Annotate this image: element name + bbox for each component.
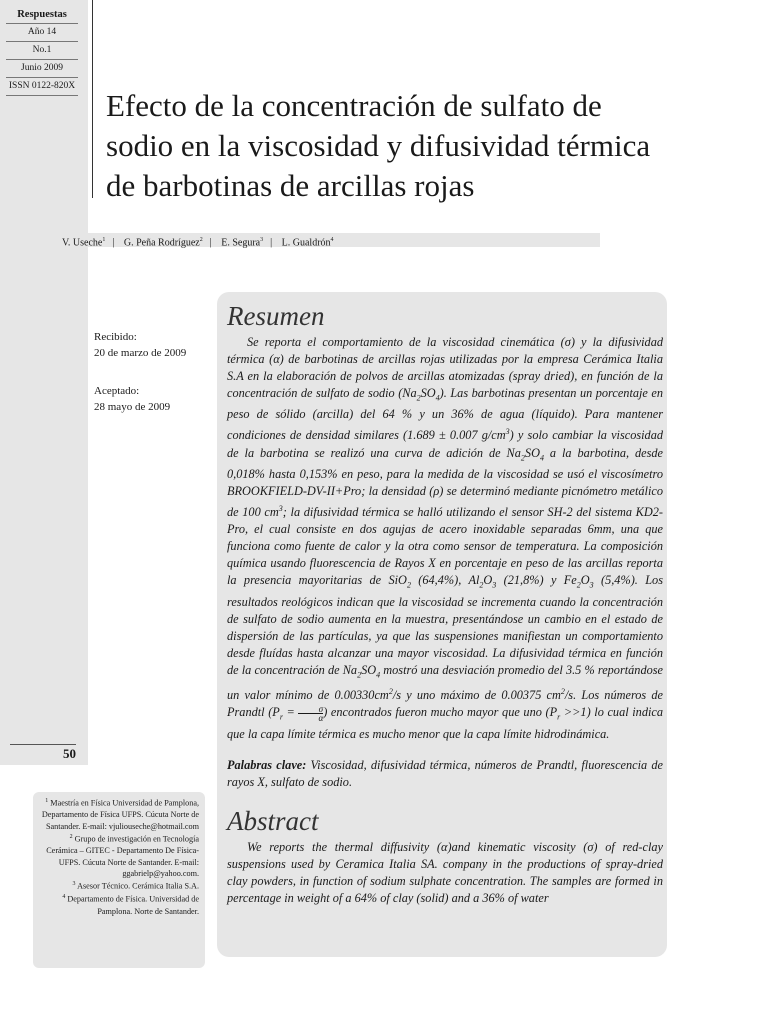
footnote-text: Asesor Técnico. Cerámica Italia S.A. [77, 882, 199, 892]
author-line [60, 233, 600, 247]
journal-name: Respuestas [6, 6, 78, 24]
accepted-date: 28 mayo de 2009 [94, 401, 171, 413]
journal-number: No.1 [6, 42, 78, 60]
author-footnote-mark: 1 [102, 237, 106, 243]
footnote [37, 832, 199, 879]
title-divider [92, 0, 93, 198]
author-name: G. Peña Rodríguez [123, 237, 200, 249]
footnote-mark: 4 [62, 894, 66, 901]
received-date: 20 de marzo de 2009 [94, 347, 187, 359]
footnote-text: Departamento de Física. Universidad de Pamplona. Norte de Santander. [67, 895, 199, 916]
received-label: Recibido: [94, 331, 137, 343]
page-number: 50 [63, 746, 76, 761]
abstract-heading: Abstract [227, 805, 319, 836]
abstract-text: We reports the thermal diffusivity (α)and kinematic viscosity (σ) of red-clay suspensions used by Ceramica Italia SA. company in the productions of spray-dried clay powders, in function of sodium sulphate concentration. The samples are formed in percentage in weight of a 64% of clay (solid) and a 36% of water [227, 839, 663, 905]
keywords [227, 757, 663, 791]
author-footnote-mark: 4 [330, 237, 334, 243]
journal-date: Junio 2009 [6, 60, 78, 78]
page-number-rule [10, 744, 76, 745]
resumen-text: Se reporta el comportamiento de la viscosidad cinemática (σ) y la difusividad térmica (α) de barbotinas de arcillas rojas utilizadas por la empresa Cerámica Italia S.A en la elaboración de polvos de arcillas atomizadas (spray dried), en función de la concentración de sulfato de sodio $(Na_2SO_4)$. Las barbotinas presentan un porcentaje en peso de sólido (arcilla) del 64 % y un 36% de agua (líquido). Para mantener condiciones de densidad similares (1.689 ± 0.007 $g/cm^3$) y solo cambiar la viscosidad de la barbotina se realizó una curva de adición de $Na_2SO_4$ a la barbotina, desde 0,018% hasta 0,153% en peso, para la medida de la viscosidad se usó el viscosímetro BROOKFIELD-DV-II+Pro; la densidad (ρ) se determinó mediante picnómetro metálico de 100 $cm^3$; la difusividad térmica se halló utilizando el sensor SH-2 del sistema KD2-Pro, el cual consiste en dos agujas de acero inoxidable separadas 6mm, una que funciona como fuente de calor y la otra como sensor de temperatura. La composición química usando fluorescencia de Rayos X en porcentaje en peso de las arcillas reporta la presencia mayoritarias de SiO$_2$ (64,4%), $Al_2O_3$ (21,8%) y $Fe_2O_3$ (5,4%). Los resultados reológicos indican que la viscosidad se incrementa cuando la concentración de sulfato de sodio aumenta en la muestra, presentándose un cambio en el estado de dispersión de las partículas, ya que las suspensiones manifiestan un comportamiento desde fluídas hasta alcanzar una mayor viscosidad. La difusividad térmica en función de la concentración de $Na_2SO_4$ mostró una desviación promedio del 3.5 % reportándose un valor mínimo de $0.00330cm^2/s$ y uno máximo de 0.00375 $cm^2/s$. Los números de Prandtl ($P_r$ = $\frac{\sigma}{\alpha}$ ) encontrados fueron mucho mayor que uno $(P_r >>1)$ lo cual indica que la capa límite térmica es mucho menor que la capa límite hidrodinámica. [227, 335, 664, 741]
journal-masthead [6, 6, 78, 96]
footnote [37, 796, 199, 832]
author-name: L. Gualdrón [281, 237, 331, 249]
author-separator: | [270, 237, 273, 249]
footnote [37, 892, 199, 917]
author-name: E. Segura [221, 237, 261, 249]
resumen-heading: Resumen [227, 301, 325, 331]
footnote-mark: 3 [72, 881, 76, 888]
keywords-text: Viscosidad, difusividad térmica, números de Prandtl, fluorescencia de rayos X, sulfato de sodio. [227, 757, 664, 789]
footnote-mark: 1 [45, 798, 49, 804]
journal-year: Año 14 [6, 24, 78, 42]
author-footnotes [33, 792, 205, 968]
journal-issn: ISSN 0122-820X [6, 78, 78, 96]
author-footnote-mark: 3 [260, 237, 264, 243]
author-name: V. Useche [62, 237, 103, 249]
footnote-mark: 2 [69, 833, 73, 840]
author-separator: | [112, 237, 115, 249]
article-dates [94, 329, 214, 415]
footnote-text: Maestría en Física Universidad de Pamplona, Departamento de Física UFPS. Cúcuta Norte de Santander. E-mail: vjuliouseche@hotmail.com [41, 798, 199, 831]
abstract-panel [217, 292, 667, 957]
sidebar-band [0, 0, 88, 765]
article-title: Efecto de la concentración de sulfato de sodio en la viscosidad y difusividad térmica de barbotinas de arcillas rojas [106, 88, 651, 203]
author-footnote-mark: 2 [199, 237, 203, 243]
accepted-label: Aceptado: [94, 385, 140, 397]
keywords-label: Palabras clave: [227, 757, 307, 772]
footnote [37, 879, 199, 892]
author-separator: | [209, 237, 212, 249]
footnote-text: Grupo de investigación en Tecnología Cerámica – GITEC - Departamento De Física- UFPS. Cúcuta Norte de Santander. E-mail: ggabrielp@yahoo.com. [46, 834, 199, 878]
